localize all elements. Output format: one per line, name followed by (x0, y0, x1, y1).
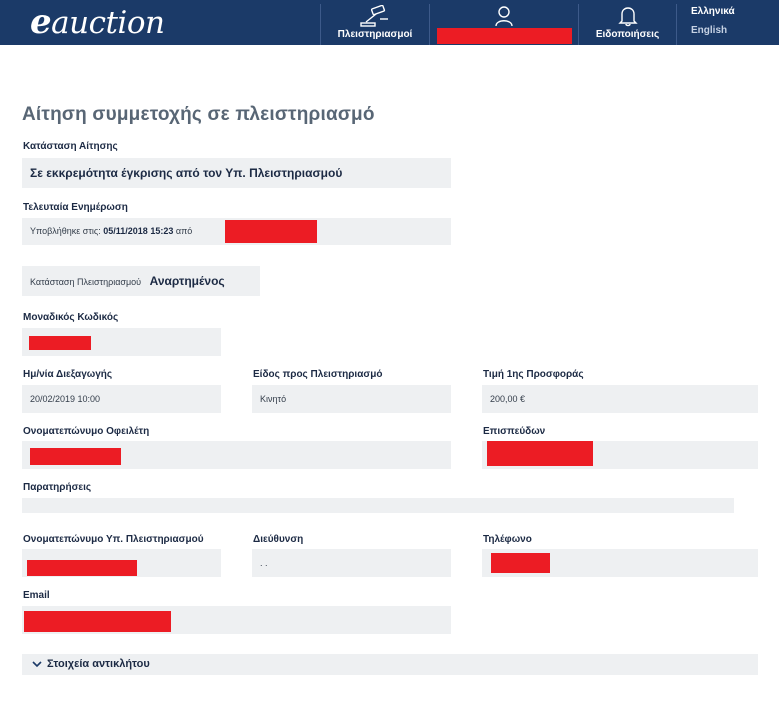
eauction-logo[interactable]: eauction (30, 2, 165, 42)
redacted-officer-name (27, 560, 137, 576)
nav-notifications[interactable] (579, 0, 676, 45)
item-type-label: Είδος προς Πλειστηριασμό (253, 369, 383, 380)
redacted-email (24, 611, 171, 632)
representative-details-label: Στοιχεία αντικλήτου (47, 658, 150, 670)
redacted-pursuer-name (487, 441, 593, 466)
language-english[interactable]: English (691, 25, 728, 36)
email-label: Email (23, 590, 50, 601)
address-value: . . (260, 558, 268, 568)
nav-separator (676, 4, 677, 45)
chevron-down-icon (31, 658, 43, 670)
redacted-submitter (225, 220, 317, 243)
submitted-prefix: Υποβλήθηκε στις: (30, 226, 101, 236)
address-label: Διεύθυνση (253, 534, 304, 545)
auction-status-value: Αναρτημένος (149, 274, 225, 288)
redacted-phone (491, 553, 550, 573)
user-icon (494, 5, 514, 27)
first-bid-label: Τιμή 1ης Προσφοράς (483, 369, 584, 380)
first-bid-value: 200,00 € (490, 394, 526, 404)
top-navigation-bar (0, 0, 779, 45)
submitted-datetime: 05/11/2018 15:23 (103, 226, 174, 236)
auction-status-field (22, 266, 260, 296)
officer-label: Ονοματεπώνυμο Υπ. Πλειστηριασμού (23, 534, 204, 545)
auction-status-label: Κατάσταση Πλειστηριασμού (30, 277, 142, 287)
item-type-field (252, 385, 451, 413)
application-status-label: Κατάσταση Αίτησης (23, 141, 118, 152)
application-status-value: Σε εκκρεμότητα έγκρισης από τον Υπ. Πλειστηριασμού (30, 166, 343, 180)
submitted-by: από (175, 226, 193, 236)
gavel-icon (358, 5, 392, 27)
auction-date-value: 20/02/2019 10:00 (30, 394, 101, 404)
remarks-field (22, 498, 734, 513)
language-greek[interactable]: Ελληνικά (691, 6, 735, 17)
auction-date-field (22, 385, 221, 413)
pursuer-label: Επισπεύδων (483, 426, 546, 437)
phone-label: Τηλέφωνο (483, 534, 532, 545)
debtor-label: Ονοματεπώνυμο Οφειλέτη (23, 426, 150, 437)
last-update-label: Τελευταία Ενημέρωση (23, 202, 128, 213)
representative-details-toggle[interactable] (22, 654, 758, 675)
nav-auctions-label: Πλειστηριασμοί (337, 29, 413, 40)
unique-code-label: Μοναδικός Κωδικός (23, 312, 119, 323)
remarks-label: Παρατηρήσεις (23, 482, 92, 493)
nav-auctions[interactable] (321, 0, 429, 45)
nav-notifications-label: Ειδοποιήσεις (595, 29, 660, 40)
address-field (252, 549, 451, 577)
first-bid-field (482, 385, 758, 413)
bell-icon (618, 5, 638, 27)
redacted-debtor-name (30, 448, 121, 465)
redacted-unique-code (29, 336, 91, 350)
item-type-value: Κινητό (260, 394, 287, 404)
page-title: Αίτηση συμμετοχής σε πλειστηριασμό (22, 104, 375, 125)
redacted-username (437, 28, 572, 44)
application-status-field (22, 158, 451, 188)
auction-date-label: Ημ/νία Διεξαγωγής (23, 369, 113, 380)
